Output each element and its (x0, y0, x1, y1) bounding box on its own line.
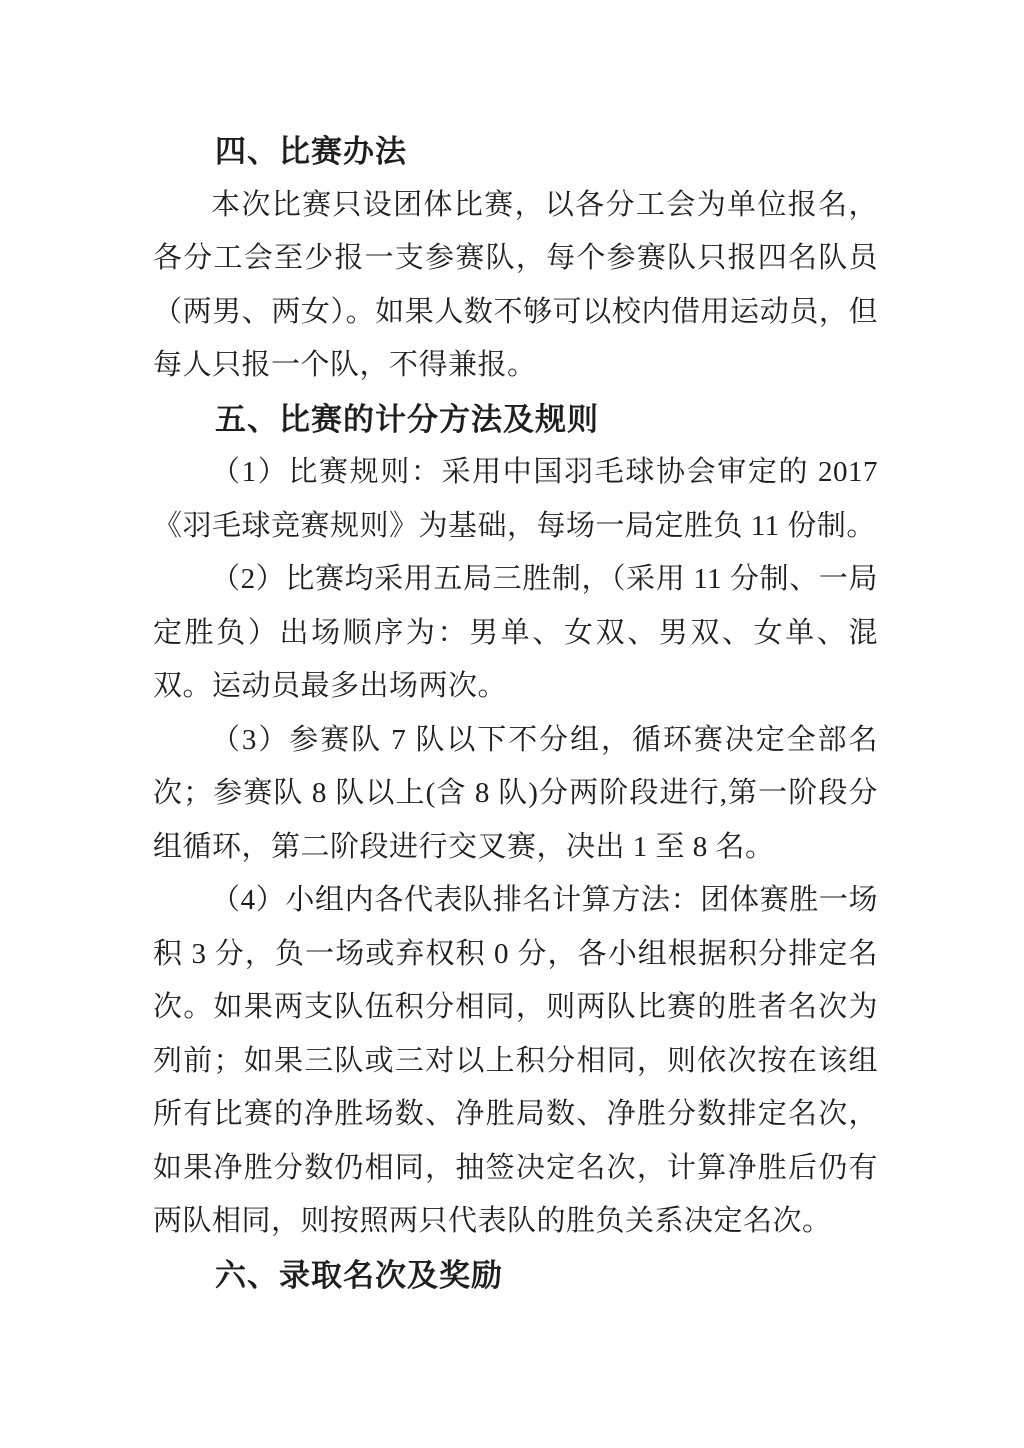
section-heading-scoring-rules: 五、比赛的计分方法及规则 (215, 401, 599, 437)
section-heading-competition-method: 四、比赛办法 (215, 134, 407, 169)
paragraph-rule-2: （2）比赛均采用五局三胜制，（采用 11 分制、一局定胜负）出场顺序为：男单、女双、男双、女单、混双。运动员最多出场两次。 (153, 563, 878, 702)
paragraph-rule-1: （1）比赛规则：采用中国羽毛球协会审定的 2017《羽毛球竞赛规则》为基础，每场一局定胜负 11 份制。 (153, 456, 878, 542)
paragraph-rule-4: （4）小组内各代表队排名计算方法：团体赛胜一场积 3 分，负一场或弃权积 0 分，各小组根据积分排定名次。如果两支队伍积分相同，则两队比赛的胜者名次为列前；如果三队或三对以上积分相同，则依次按在该组所有比赛的净胜场数、净胜局数、净胜分数排定名次，如果净胜分数仍相同，抽签决定名次，计算净胜后仍有两队相同，则按照两只代表队的胜负关系决定名次。 (153, 884, 878, 1237)
paragraph-rule-3: （3）参赛队 7 队以下不分组，循环赛决定全部名次；参赛队 8 队以上(含 8 队)分两阶段进行,第一阶段分组循环，第二阶段进行交叉赛，决出 1 至 8 名。 (153, 723, 878, 863)
paragraph-competition-method: 本次比赛只设团体比赛，以各分工会为单位报名，各分工会至少报一支参赛队，每个参赛队只报四名队员（两男、两女）。如果人数不够可以校内借用运动员，但每人只报一个队，不得兼报。 (153, 188, 878, 381)
section-heading-ranking-awards: 六、录取名次及奖励 (215, 1257, 503, 1293)
